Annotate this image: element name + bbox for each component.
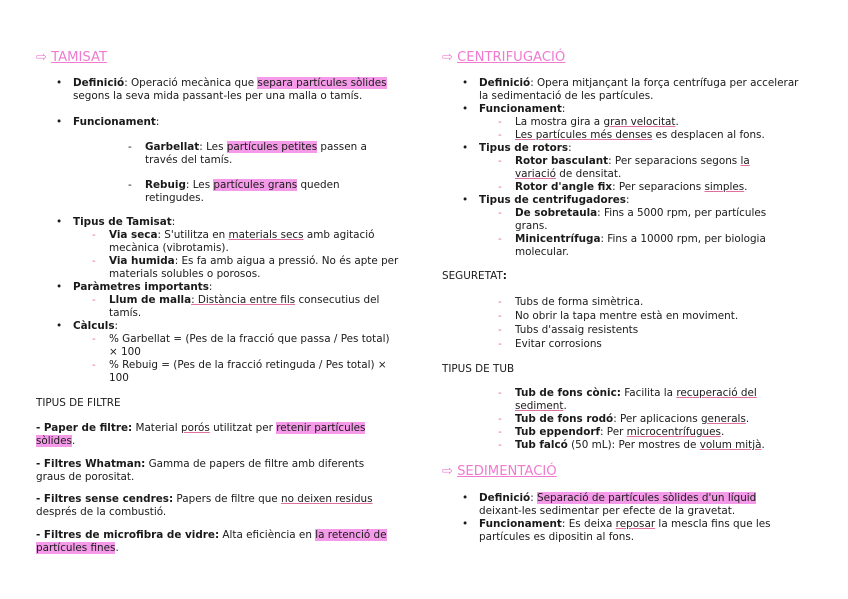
section-title-tamisat: ⇨ TAMISAT (36, 50, 108, 65)
section-title-sedimentacio: ⇨ SEDIMENTACIÓ (442, 464, 557, 479)
tamisat-calc-garbellat: - % Garbellat = (Pes de la fracció que passa / Pes total) × 100 (109, 333, 394, 359)
rotor-basculant: - Rotor basculant: Per separacions segons la variació de densitat. (515, 155, 785, 181)
centrifugadora-mini: - Minicentrífuga: Fins a 10000 rpm, per biologia molecular. (515, 233, 795, 259)
filtre-whatman: - Filtres Whatman: Gamma de papers de filtre amb diferents graus de porositat. (36, 458, 365, 483)
tamisat-funcionament: • Funcionament: (73, 116, 159, 129)
tamisat-calculs: • Càlculs: (73, 320, 118, 333)
tamisat-definicio: • Definició: Operació mecànica que separa partícules sòlides segons la seva mida passant-les per una malla o tamís. (73, 77, 393, 103)
heading-tipus-filtre: TIPUS DE FILTRE (36, 397, 121, 409)
seguretat-item-1: - Tubs de forma simètrica. (515, 296, 643, 309)
tub-fons-rodo: - Tub de fons rodó: Per aplicacions generals. (515, 413, 749, 426)
filtre-sense-cendres: - Filtres sense cendres: Papers de filtre que no deixen residus després de la combustió. (36, 493, 373, 518)
tamisat-rebuig: - Rebuig: Les partícules grans queden retingudes. (145, 179, 380, 205)
tub-falco: - Tub falcó (50 mL): Per mostres de volum mitjà. (515, 439, 765, 452)
tamisat-via-humida: - Via humida: Es fa amb aigua a pressió. No és apte per materials solubles o porosos. (109, 255, 399, 281)
arrow-right-icon: ⇨ (442, 464, 454, 479)
tamisat-tipus: • Tipus de Tamisat: (73, 216, 175, 229)
seguretat-item-3: - Tubs d'assaig resistents (515, 324, 638, 337)
sedimentacio-definicio: • Definició: Separació de partícules sòlides d'un líquid deixant-les sedimentar per efecte de la gravetat. (479, 492, 799, 518)
seguretat-item-4: - Evitar corrosions (515, 338, 602, 351)
centrifugacio-f1: - La mostra gira a gran velocitat. (515, 116, 679, 129)
heading-seguretat: SEGURETAT: (442, 270, 507, 282)
tamisat-via-seca: - Via seca: S'utilitza en materials secs amb agitació mecànica (vibrotamis). (109, 229, 399, 255)
filtre-paper: - Paper de filtre: Material porós utilitzat per retenir partícules sòlides. (36, 422, 366, 447)
centrifugacio-rotors: • Tipus de rotors: (479, 142, 572, 155)
tamisat-garbellat: - Garbellat: Les partícules petites passen a través del tamís. (145, 141, 395, 167)
centrifugacio-funcionament: • Funcionament: (479, 103, 565, 116)
section-title-centrifugacio: ⇨ CENTRIFUGACIÓ (442, 50, 566, 65)
filtre-microfibra: - Filtres de microfibra de vidre: Alta eficiència en la retenció de partícules fines. (36, 529, 387, 554)
tub-fons-conic: - Tub de fons cònic: Facilita la recuperació del sediment. (515, 387, 790, 413)
arrow-right-icon: ⇨ (36, 50, 48, 65)
tamisat-llum-malla: - Llum de malla: Distància entre fils consecutius del tamís. (109, 294, 399, 320)
tub-eppendorf: - Tub eppendorf: Per microcentrífugues. (515, 426, 724, 439)
tamisat-calc-rebuig: - % Rebuig = (Pes de la fracció retinguda / Pes total) × 100 (109, 359, 399, 385)
sedimentacio-funcionament: • Funcionament: Es deixa reposar la mescla fins que les partícules es dipositin al fons. (479, 518, 809, 544)
centrifugadora-sobretaula: - De sobretaula: Fins a 5000 rpm, per partícules grans. (515, 207, 795, 233)
arrow-right-icon: ⇨ (442, 50, 454, 65)
rotor-angle-fix: - Rotor d'angle fix: Per separacions simples. (515, 181, 747, 194)
centrifugacio-definicio: • Definició: Opera mitjançant la força centrífuga per accelerar la sedimentació de les partícules. (479, 77, 799, 103)
heading-tipus-tub: TIPUS DE TUB (442, 363, 515, 375)
centrifugacio-centrifugadores: • Tipus de centrifugadores: (479, 194, 629, 207)
tamisat-parametres: • Paràmetres importants: (73, 281, 212, 294)
centrifugacio-f2: - Les partícules més denses es desplacen al fons. (515, 129, 765, 142)
seguretat-item-2: - No obrir la tapa mentre està en moviment. (515, 310, 738, 323)
